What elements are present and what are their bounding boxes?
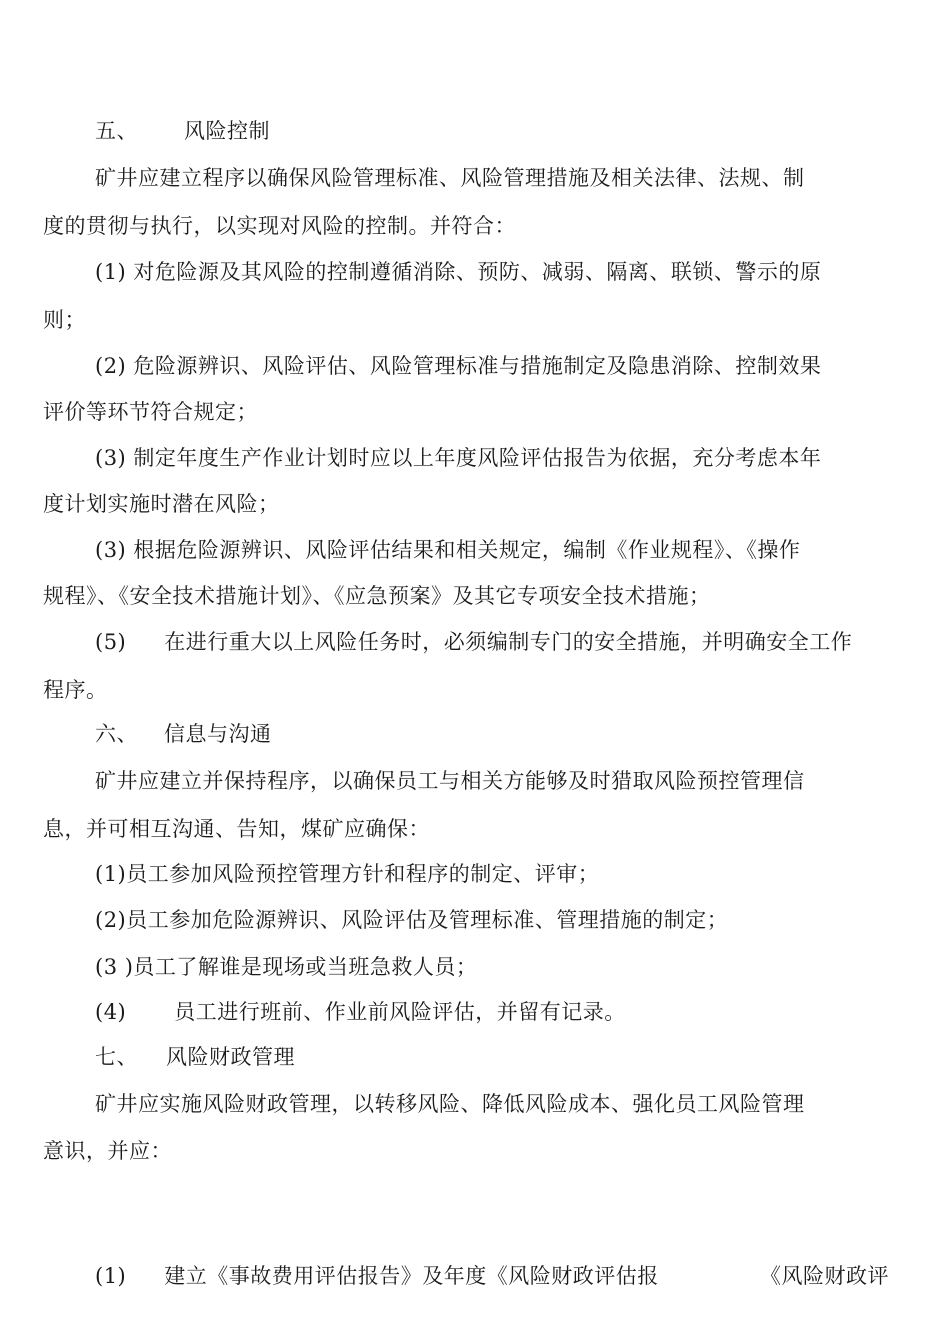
section-5-intro-line-1: 矿井应建立程序以确保风险管理标准、风险管理措施及相关法律、法规、制 [95,166,805,190]
section-6-intro-line-1: 矿井应建立并保持程序，以确保员工与相关方能够及时猎取风险预控管理信 [95,769,805,793]
section-5-item-5-text: 在进行重大以上风险任务时，必须编制专门的安全措施，并明确安全工作 [164,630,853,654]
section-6-number: 六、 [95,722,138,746]
section-6-item-4-text: 员工进行班前、作业前风险评估，并留有记录。 [174,1000,626,1024]
section-6-item-1: (1)员工参加风险预控管理方针和程序的制定、评审； [95,862,600,886]
section-5-item-3-line-2: 度计划实施时潜在风险； [43,492,280,516]
section-5-item-1-line-1: (1) 对危险源及其风险的控制遵循消除、预防、减弱、隔离、联锁、警示的原 [95,260,822,284]
section-5-item-4-line-1: (3) 根据危险源辨识、风险评估结果和相关规定，编制《作业规程》、《操作 [95,538,801,562]
section-5-heading [95,117,270,145]
section-7-item-1-number: (1) [95,1264,127,1288]
section-7-number: 七、 [95,1045,138,1069]
section-5-item-2-line-1: (2) 危险源辨识、风险评估、风险管理标准与措施制定及隐患消除、控制效果 [95,354,822,378]
section-5-item-5-number: (5) [95,630,127,654]
section-6-title: 信息与沟通 [164,722,272,746]
section-7-title: 风险财政管理 [166,1045,295,1069]
section-6-item-4 [95,998,626,1026]
section-6-heading [95,720,272,748]
section-5-item-4-line-2: 规程》、《安全技术措施计划》、《应急预案》及其它专项安全技术措施； [43,584,711,608]
section-7-intro-line-2: 意识，并应： [43,1139,172,1163]
section-6-item-3: (3 )员工了解谁是现场或当班急救人员； [95,955,478,979]
section-5-title: 风险控制 [184,119,270,143]
section-7-intro-line-1: 矿井应实施风险财政管理，以转移风险、降低风险成本、强化员工风险管理 [95,1092,805,1116]
section-5-item-3-line-1: (3) 制定年度生产作业计划时应以上年度风险评估报告为依据，充分考虑本年 [95,446,822,470]
section-7-item-1-text: 建立《事故费用评估报告》及年度《风险财政评估报 [164,1264,659,1288]
section-5-item-1-line-2: 则； [43,308,86,332]
section-7-item-1 [95,1262,659,1290]
section-6-item-4-number: (4) [95,1000,127,1024]
section-5-item-5-line-1 [95,628,852,656]
section-5-item-5-line-2: 程序。 [43,678,108,702]
section-5-number: 五、 [95,119,138,143]
section-5-intro-line-2: 度的贯彻与执行，以实现对风险的控制。并符合： [43,214,516,238]
section-6-item-2: (2)员工参加危险源辨识、风险评估及管理标准、管理措施的制定； [95,908,729,932]
section-7-item-1-tail: 《风险财政评 [760,1264,889,1288]
section-6-intro-line-2: 息，并可相互沟通、告知，煤矿应确保： [43,817,430,841]
section-7-heading [95,1043,295,1071]
section-5-item-2-line-2: 评价等环节符合规定； [43,400,258,424]
